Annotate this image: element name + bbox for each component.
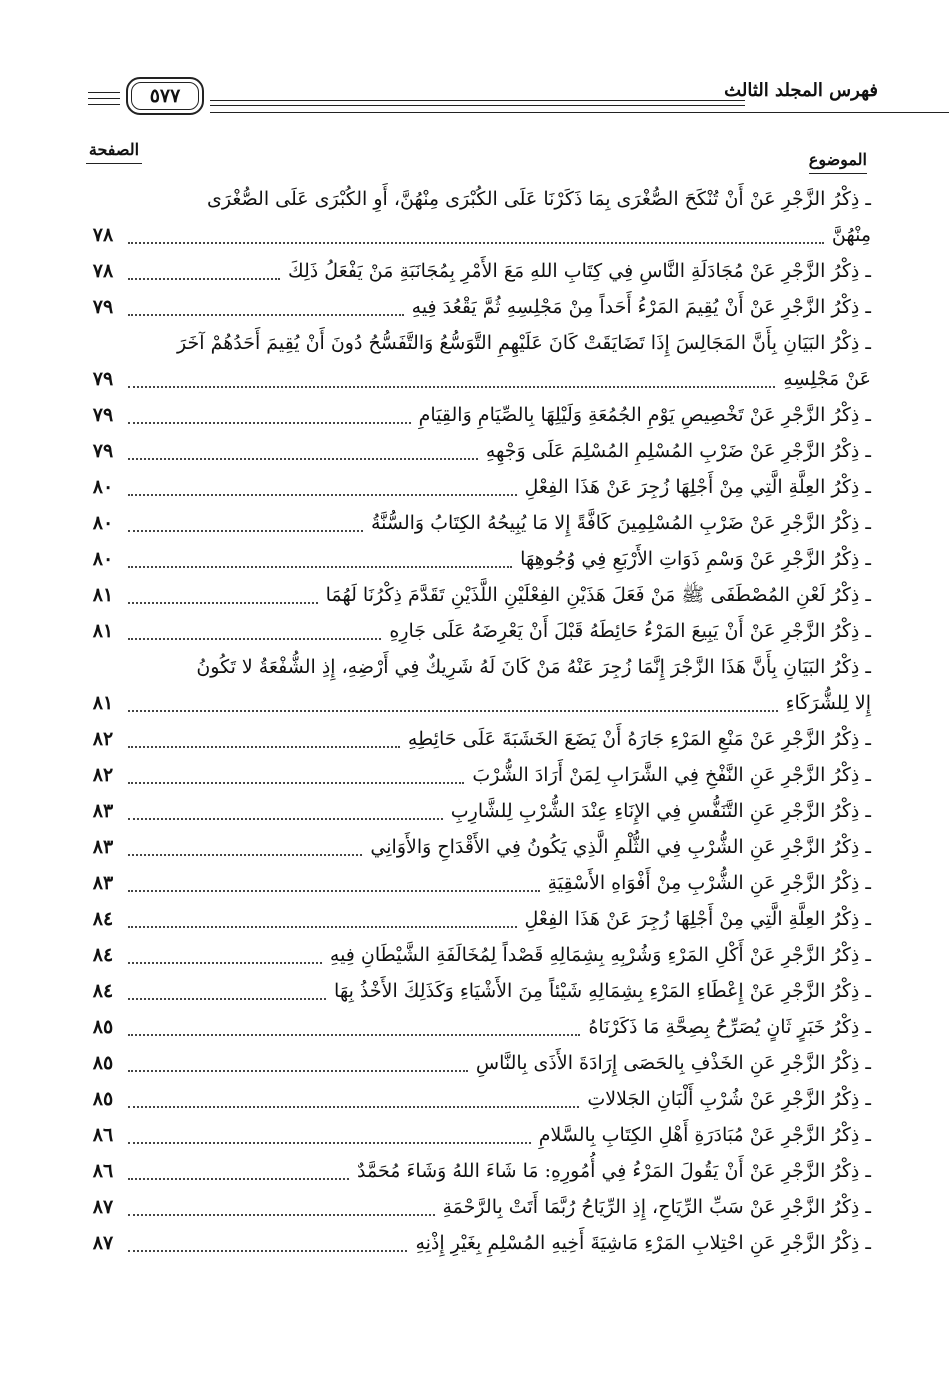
index-entry — [0, 648, 949, 720]
index-entry — [0, 468, 949, 504]
index-entry — [0, 612, 949, 648]
topic-column-label: الموضوع — [809, 150, 867, 174]
entry-text: ـ ذِكْرُ الزَّجْرِ عَنِ الشُّرْبِ فِي الثُّلْمِ الَّذِي يَكُونُ فِي الأَقْدَاحِ وَالأَوَانِي — [370, 836, 871, 858]
leader-dots — [128, 422, 411, 424]
leader-dots — [128, 710, 778, 712]
leader-dots — [128, 494, 517, 496]
leader-dots — [128, 926, 517, 928]
index-entry — [0, 432, 949, 468]
index-entry — [0, 288, 949, 324]
entry-text: ـ ذِكْرُ الزَّجْرِ عَنِ احْتِلابِ المَرْءِ مَاشِيَةَ أَخِيهِ المُسْلِمِ بِغَيْرِ إِذْنِهِ — [415, 1232, 871, 1254]
entry-page-number: ٨٧ — [92, 1196, 114, 1218]
leader-dots — [128, 1142, 531, 1144]
entry-line — [0, 684, 949, 720]
leader-dots — [128, 1250, 407, 1252]
leader-dots — [128, 638, 381, 640]
leader-dots — [128, 818, 443, 820]
entry-text: ـ ذِكْرُ الزَّجْرِ عَنِ الخَذْفِ بِالحَصَى إِرَادَةَ الأَذَى بِالنَّاسِ — [475, 1052, 871, 1074]
entry-line — [0, 396, 949, 432]
entry-page-number: ٨٣ — [92, 836, 114, 858]
entry-text: ـ ذِكْرُ الزَّجْرِ عَنِ التَّنَفُّسِ فِي الإِنَاءِ عِنْدَ الشُّرْبِ لِلشَّارِبِ — [450, 800, 871, 822]
entry-line — [0, 540, 949, 576]
entry-page-number: ٨٤ — [92, 944, 114, 966]
entry-text: ـ ذِكْرُ الزَّجْرِ عَنْ ضَرْبِ المُسْلِمِينَ كَافَّةً إِلا مَا يُبِيحُهُ الكِتَابُ وَالسُّنَّةُ — [370, 512, 871, 534]
page-number: ٥٧٧ — [131, 82, 199, 110]
entry-page-number: ٨٥ — [92, 1052, 114, 1074]
entry-text: ـ ذِكْرُ لَعْنِ المُصْطَفَى ﷺ مَنْ فَعَلَ هَذَيْنِ الفِعْلَيْنِ اللَّذَيْنِ تَقَدَّمَ ذِكْرُنَا لَهُمَا — [325, 584, 871, 606]
leader-dots — [128, 1178, 349, 1180]
page-number-box — [126, 77, 204, 115]
index-entries — [0, 180, 949, 1260]
leader-dots — [128, 458, 478, 460]
entry-page-number: ٧٩ — [92, 440, 114, 462]
entry-page-number: ٨٠ — [92, 548, 114, 570]
index-entry — [0, 1152, 949, 1188]
index-entry — [0, 576, 949, 612]
leader-dots — [128, 1214, 435, 1216]
entry-line — [0, 324, 949, 360]
index-entry — [0, 180, 949, 252]
entry-page-number: ٨٣ — [92, 800, 114, 822]
leader-dots — [128, 242, 824, 244]
entry-line — [0, 1152, 949, 1188]
leader-dots — [128, 782, 464, 784]
index-entry — [0, 828, 949, 864]
leader-dots — [128, 386, 775, 388]
index-entry — [0, 540, 949, 576]
entry-line — [0, 1080, 949, 1116]
entry-page-number: ٨١ — [92, 620, 114, 642]
entry-page-number: ٨٥ — [92, 1088, 114, 1110]
entry-text: ـ ذِكْرُ خَبَرٍ ثَانٍ يُصَرِّحُ بِصِحَّةِ مَا ذَكَرْنَاهُ — [588, 1016, 871, 1038]
entry-line — [0, 216, 949, 252]
header-rule — [88, 98, 120, 99]
entry-line — [0, 936, 949, 972]
entry-page-number: ٨٦ — [92, 1160, 114, 1182]
entry-line — [0, 288, 949, 324]
entry-page-number: ٨٠ — [92, 476, 114, 498]
leader-dots — [128, 278, 280, 280]
entry-line — [0, 720, 949, 756]
entry-text: ـ ذِكْرُ الزَّجْرِ عَنْ مَنْعِ المَرْءِ جَارَهُ أَنْ يَضَعَ الخَشَبَةَ عَلَى حَائِطِهِ — [407, 728, 871, 750]
header-rule — [210, 100, 745, 101]
volume-index-title: فهرس المجلد الثالث — [724, 80, 878, 101]
entry-line — [0, 792, 949, 828]
entry-line — [0, 1116, 949, 1152]
index-entry — [0, 792, 949, 828]
index-entry — [0, 864, 949, 900]
leader-dots — [128, 746, 400, 748]
entry-line — [0, 432, 949, 468]
entry-page-number: ٨٤ — [92, 980, 114, 1002]
index-entry — [0, 252, 949, 288]
entry-page-number: ٧٨ — [92, 224, 114, 246]
entry-text: ـ ذِكْرُ البَيَانِ بِأَنَّ هَذَا الزَّجْرَ إِنَّمَا زُجِرَ عَنْهُ مَنْ كَانَ لَهُ شَرِيكٌ فِي أَرْضِهِ، إِذِ الشُّفْعَةُ لا تَكُونُ — [196, 656, 871, 678]
leader-dots — [128, 530, 363, 532]
entry-text: ـ ذِكْرُ البَيَانِ بِأَنَّ المَجَالِسَ إِذَا تَضَايَقَتْ كَانَ عَلَيْهِمِ التَّوَسُّعُ وَالتَّفَسُّحُ دُونَ أَنْ يُقِيمَ أَحَدُهُمْ آخَرَ — [177, 332, 871, 354]
entry-line — [0, 900, 949, 936]
index-entry — [0, 324, 949, 396]
entry-text: ـ ذِكْرُ الزَّجْرِ عَنْ أَنْ تُنْكَحَ الصُّغْرَى بِمَا ذَكَرْنَا عَلَى الكُبْرَى مِنْهُنَّ، أَوِ الكُبْرَى عَلَى الصُّغْرَى — [207, 188, 871, 210]
entry-text: ـ ذِكْرُ الزَّجْرِ عَنْ أَنْ يُقِيمَ المَرْءُ أَحَداً مِنْ مَجْلِسِهِ ثُمَّ يَقْعُدَ فِيهِ — [411, 296, 871, 318]
index-entry — [0, 1044, 949, 1080]
entry-line — [0, 972, 949, 1008]
entry-line — [0, 864, 949, 900]
entry-line — [0, 468, 949, 504]
index-entry — [0, 1116, 949, 1152]
index-entry — [0, 1224, 949, 1260]
index-entry — [0, 972, 949, 1008]
entry-text: ـ ذِكْرُ الزَّجْرِ عَنْ سَبِّ الرِّيَاحِ، إِذِ الرِّيَاحُ رُبَّمَا أَتَتْ بِالرَّحْمَةِ — [442, 1196, 871, 1218]
entry-line — [0, 1044, 949, 1080]
entry-text: ـ ذِكْرُ الزَّجْرِ عَنِ الشُّرْبِ مِنْ أَفْوَاهِ الأَسْقِيَةِ — [547, 872, 871, 894]
index-entry — [0, 936, 949, 972]
entry-line — [0, 252, 949, 288]
entry-text: ـ ذِكْرُ الزَّجْرِ عَنْ شُرْبِ أَلْبَانِ الجَلالاتِ — [587, 1088, 871, 1110]
entry-line — [0, 576, 949, 612]
leader-dots — [128, 1106, 579, 1108]
entry-line — [0, 1008, 949, 1044]
entry-text: مِنْهُنَّ — [831, 224, 871, 246]
entry-line — [0, 360, 949, 396]
entry-text: إِلا لِلشُّرَكَاءِ — [785, 692, 871, 714]
leader-dots — [128, 602, 318, 604]
entry-page-number: ٨٧ — [92, 1232, 114, 1254]
index-entry — [0, 1080, 949, 1116]
entry-line — [0, 180, 949, 216]
index-entry — [0, 504, 949, 540]
entry-page-number: ٨٥ — [92, 1016, 114, 1038]
entry-line — [0, 828, 949, 864]
entry-line — [0, 612, 949, 648]
leader-dots — [128, 962, 322, 964]
entry-text: ـ ذِكْرُ الزَّجْرِ عَنْ أَنْ يَقُولَ المَرْءُ فِي أُمُورِهِ: مَا شَاءَ اللهُ وَشَاءَ مُحَمَّدٌ — [357, 1160, 871, 1182]
index-entry — [0, 900, 949, 936]
header-rule — [210, 105, 745, 106]
leader-dots — [128, 566, 512, 568]
leader-dots — [128, 314, 404, 316]
entry-page-number: ٨١ — [92, 584, 114, 606]
entry-page-number: ٧٩ — [92, 368, 114, 390]
index-entry — [0, 1008, 949, 1044]
index-entry — [0, 1188, 949, 1224]
entry-page-number: ٧٩ — [92, 404, 114, 426]
entry-text: ـ ذِكْرُ الزَّجْرِ عَنْ تَخْصِيصِ يَوْمِ الجُمُعَةِ وَلَيْلِهَا بِالصِّيَامِ وَالقِيَامِ — [418, 404, 871, 426]
entry-page-number: ٨٣ — [92, 872, 114, 894]
header-rule — [210, 112, 949, 113]
entry-text: ـ ذِكْرُ الزَّجْرِ عَنْ إِعْطَاءِ المَرْءِ بِشِمَالِهِ شَيْئاً مِنَ الأَشْيَاءِ وَكَذَلِكَ الأَخْذُ بِهَا — [334, 980, 871, 1002]
index-entry — [0, 396, 949, 432]
leader-dots — [128, 998, 326, 1000]
entry-text: ـ ذِكْرُ الزَّجْرِ عَنْ ضَرْبِ المُسْلِمِ المُسْلِمَ عَلَى وَجْهِهِ — [485, 440, 871, 462]
entry-page-number: ٨٠ — [92, 512, 114, 534]
entry-line — [0, 756, 949, 792]
entry-page-number: ٨٦ — [92, 1124, 114, 1146]
page-column-label: الصفحة — [86, 140, 142, 164]
leader-dots — [128, 854, 362, 856]
index-entry — [0, 720, 949, 756]
entry-line — [0, 1188, 949, 1224]
entry-page-number: ٨٢ — [92, 728, 114, 750]
entry-text: ـ ذِكْرُ العِلَّةِ الَّتِي مِنْ أَجْلِهَا زُجِرَ عَنْ هَذَا الفِعْلِ — [524, 476, 871, 498]
leader-dots — [128, 1070, 468, 1072]
entry-text: ـ ذِكْرُ الزَّجْرِ عَنْ مُجَادَلَةِ النَّاسِ فِي كِتَابِ اللهِ مَعَ الأَمْرِ بِمُجَانَبَةِ مَنْ يَفْعَلُ ذَلِكَ — [287, 260, 871, 282]
entry-page-number: ٧٨ — [92, 260, 114, 282]
entry-text: ـ ذِكْرُ الزَّجْرِ عَنْ وَسْمِ ذَوَاتِ الأَرْبَعِ فِي وُجُوهِهَا — [520, 548, 871, 570]
entry-page-number: ٨٤ — [92, 908, 114, 930]
entry-page-number: ٧٩ — [92, 296, 114, 318]
leader-dots — [128, 1034, 580, 1036]
entry-text: ـ ذِكْرُ الزَّجْرِ عَنْ أَنْ يَبِيعَ المَرْءُ حَائِطَهُ قَبْلَ أَنْ يَعْرِضَهُ عَلَى جَارِهِ — [389, 620, 871, 642]
header-rule — [88, 104, 120, 105]
entry-page-number: ٨٢ — [92, 764, 114, 786]
leader-dots — [128, 890, 540, 892]
entry-text: ـ ذِكْرُ الزَّجْرِ عَنْ مُبَادَرَةِ أَهْلِ الكِتَابِ بِالسَّلامِ — [538, 1124, 871, 1146]
header-rule — [88, 92, 120, 93]
entry-page-number: ٨١ — [92, 692, 114, 714]
entry-line — [0, 504, 949, 540]
entry-text: عَنْ مَجْلِسِهِ — [783, 368, 871, 390]
entry-text: ـ ذِكْرُ العِلَّةِ الَّتِي مِنْ أَجْلِهَا زُجِرَ عَنْ هَذَا الفِعْلِ — [524, 908, 871, 930]
entry-line — [0, 1224, 949, 1260]
entry-line — [0, 648, 949, 684]
entry-text: ـ ذِكْرُ الزَّجْرِ عَنِ النَّفْخِ فِي الشَّرَابِ لِمَنْ أَرَادَ الشُّرْبَ — [472, 764, 871, 786]
entry-text: ـ ذِكْرُ الزَّجْرِ عَنْ أَكْلِ المَرْءِ وَشُرْبِهِ بِشِمَالِهِ قَصْداً لِمُخَالَفَةِ الشَّيْطَانِ فِيهِ — [329, 944, 871, 966]
page-header — [88, 74, 878, 124]
index-entry — [0, 756, 949, 792]
